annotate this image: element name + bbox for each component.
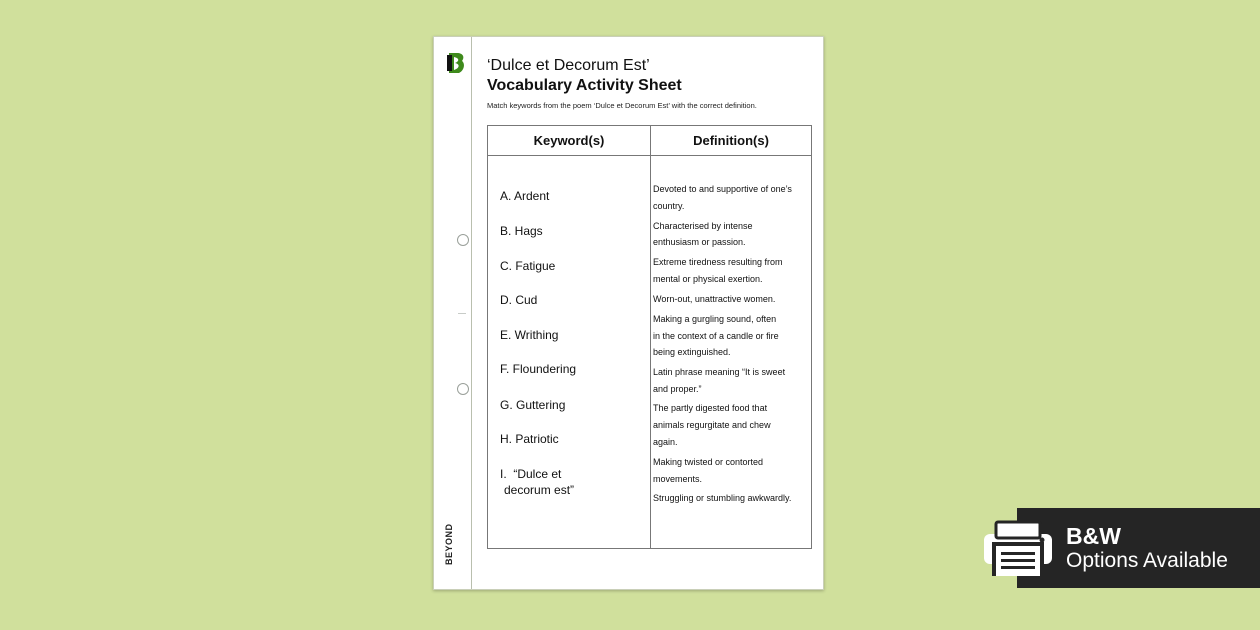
header-divider xyxy=(488,155,811,156)
definition-line: The partly digested food that xyxy=(653,403,768,413)
keyword-item: H. Patriotic xyxy=(500,432,559,446)
keyword-item: E. Writhing xyxy=(500,328,559,342)
column-divider xyxy=(650,126,651,548)
definition-line: being extinguished. xyxy=(653,347,731,357)
margin-line xyxy=(471,37,472,589)
definition-line: Characterised by intense xyxy=(653,221,753,231)
definition-line: movements. xyxy=(653,474,703,484)
definition-line: in the context of a candle or fire xyxy=(653,331,779,341)
definition-line: again. xyxy=(653,437,678,447)
punch-hole-top xyxy=(457,234,469,246)
badge-title: B&W xyxy=(1066,523,1121,549)
definition-line: Extreme tiredness resulting from xyxy=(653,257,783,267)
keyword-item: I. “Dulce et xyxy=(500,467,562,481)
logo-icon xyxy=(446,51,466,75)
keyword-item: A. Ardent xyxy=(500,189,550,203)
definition-line: Devoted to and supportive of one’s xyxy=(653,184,792,194)
printer-icon xyxy=(982,518,1054,580)
badge-subtitle: Options Available xyxy=(1066,549,1228,572)
keyword-item: G. Guttering xyxy=(500,398,566,412)
activity-sheet xyxy=(433,36,824,590)
vocabulary-table xyxy=(487,125,812,549)
punch-hole-bottom xyxy=(457,383,469,395)
header-keyword: Keyword(s) xyxy=(533,133,605,148)
brand-vertical-text: BEYOND xyxy=(444,523,454,565)
keyword-item: B. Hags xyxy=(500,224,543,238)
definition-line: Struggling or stumbling awkwardly. xyxy=(653,493,792,503)
keyword-item-continued: decorum est” xyxy=(504,483,575,497)
fold-mark xyxy=(458,313,466,314)
definition-line: Latin phrase meaning “It is sweet xyxy=(653,367,786,377)
definition-line: animals regurgitate and chew xyxy=(653,420,771,430)
sheet-title-line2: Vocabulary Activity Sheet xyxy=(487,77,682,94)
keyword-item: D. Cud xyxy=(500,293,538,307)
definition-line: country. xyxy=(653,201,685,211)
header-definition: Definition(s) xyxy=(693,133,769,148)
definition-line: Making a gurgling sound, often xyxy=(653,314,777,324)
sheet-title-line1: ‘Dulce et Decorum Est’ xyxy=(487,57,650,74)
definition-line: Making twisted or contorted xyxy=(653,457,764,467)
definition-line: mental or physical exertion. xyxy=(653,274,763,284)
definition-line: Worn-out, unattractive women. xyxy=(653,294,776,304)
definition-line: and proper.” xyxy=(653,384,702,394)
keyword-item: F. Floundering xyxy=(500,362,577,376)
definition-line: enthusiasm or passion. xyxy=(653,237,746,247)
sheet-instructions: Match keywords from the poem ‘Dulce et Decorum Est’ with the correct definition. xyxy=(487,101,757,110)
keyword-item: C. Fatigue xyxy=(500,259,556,273)
